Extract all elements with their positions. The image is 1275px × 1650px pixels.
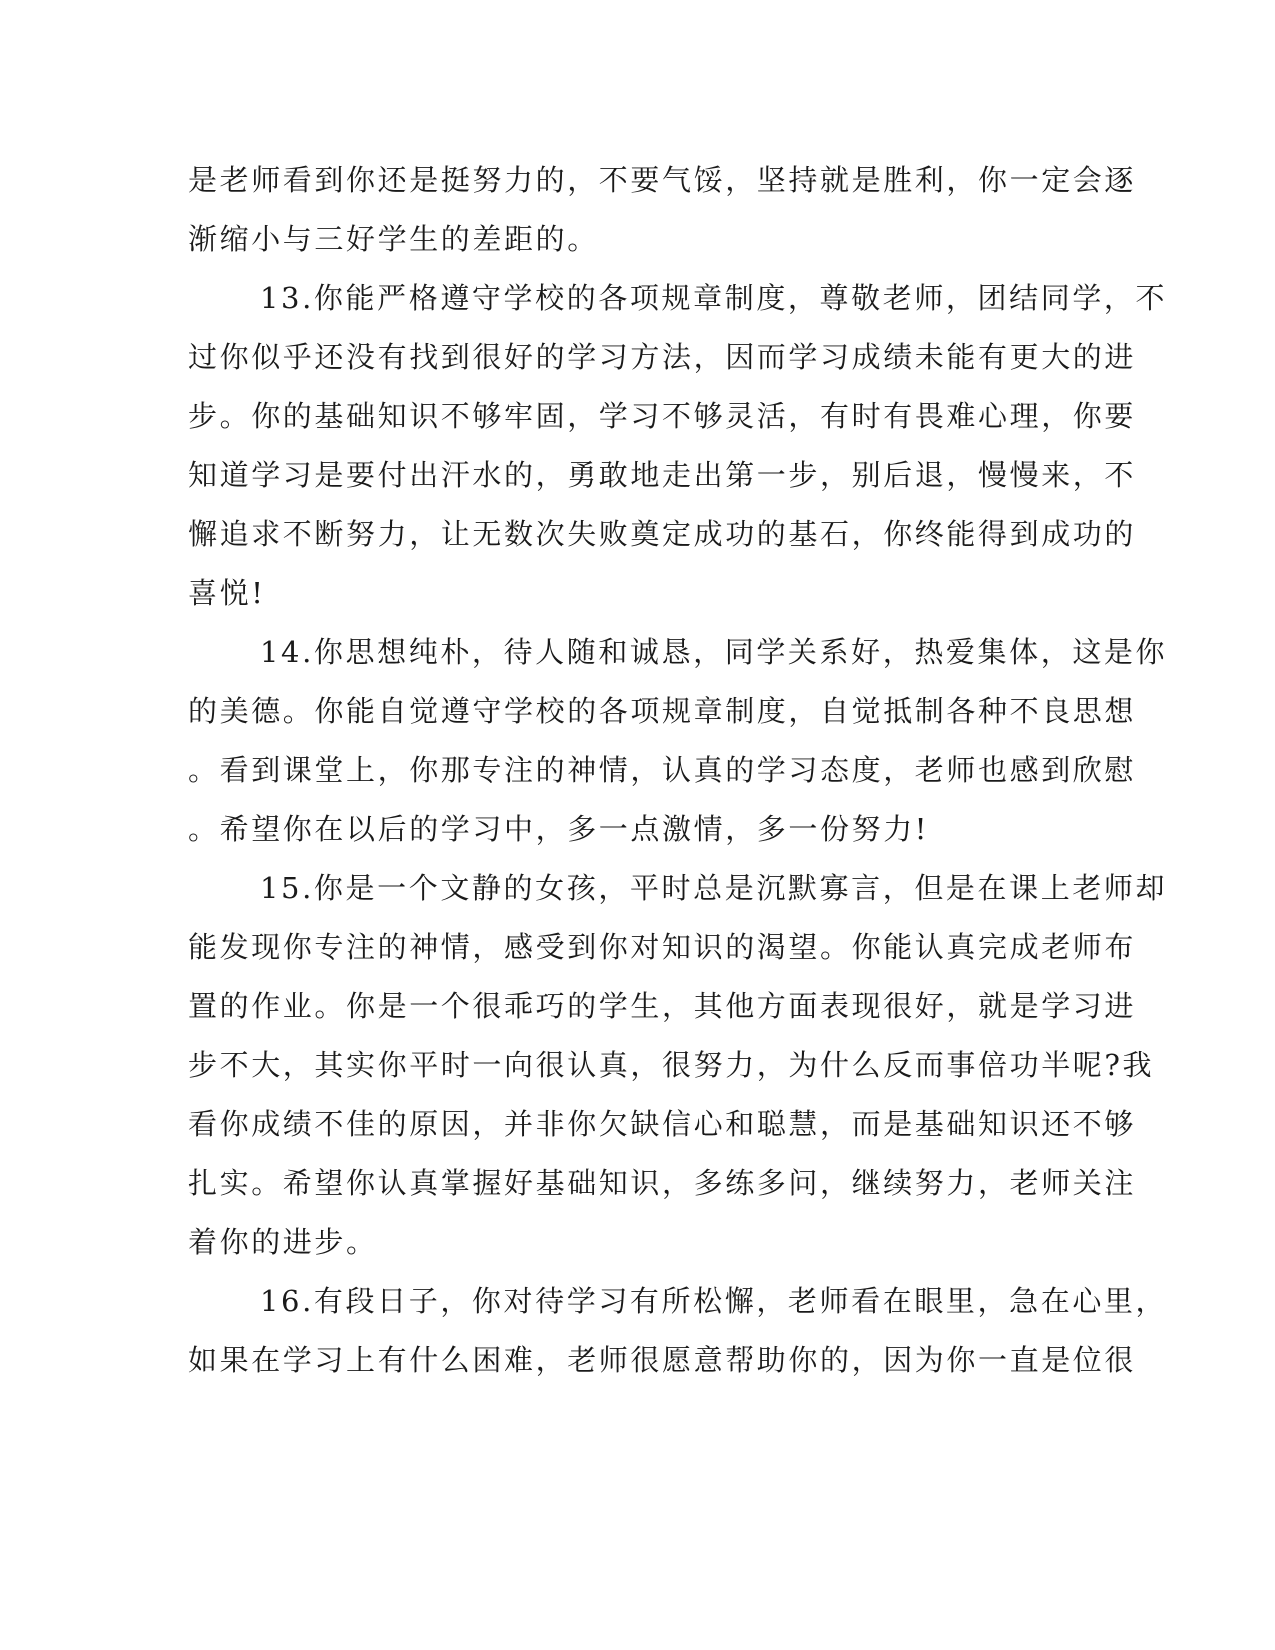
text-line-19: 着你的进步。 <box>188 1225 378 1259</box>
text-line-6: 知道学习是要付出汗水的，勇敢地走出第一步，别后退，慢慢来，不 <box>188 458 1137 492</box>
text-line-14: 能发现你专注的神情，感受到你对知识的渴望。你能认真完成老师布 <box>188 930 1137 964</box>
text-line-15: 置的作业。你是一个很乖巧的学生，其他方面表现很好，就是学习进 <box>188 989 1137 1023</box>
text-line-7: 懈追求不断努力，让无数次失败奠定成功的基石，你终能得到成功的 <box>188 517 1137 551</box>
text-line-21: 如果在学习上有什么困难，老师很愿意帮助你的，因为你一直是位很 <box>188 1343 1137 1377</box>
text-line-1: 是老师看到你还是挺努力的，不要气馁，坚持就是胜利，你一定会逐 <box>188 163 1137 197</box>
text-line-8: 喜悦! <box>188 576 266 610</box>
text-line-16: 步不大，其实你平时一向很认真，很努力，为什么反而事倍功半呢?我 <box>188 1048 1155 1082</box>
text-line-4: 过你似乎还没有找到很好的学习方法，因而学习成绩未能有更大的进 <box>188 340 1137 374</box>
paragraph-15-start: 15.你是一个文静的女孩，平时总是沉默寡言，但是在课上老师却 <box>260 871 1168 905</box>
paragraph-14-start: 14.你思想纯朴，待人随和诚恳，同学关系好，热爱集体，这是你 <box>260 635 1168 669</box>
paragraph-16-start: 16.有段日子，你对待学习有所松懈，老师看在眼里，急在心里， <box>260 1284 1168 1318</box>
text-line-10: 的美德。你能自觉遵守学校的各项规章制度，自觉抵制各种不良思想 <box>188 694 1137 728</box>
text-line-18: 扎实。希望你认真掌握好基础知识，多练多问，继续努力，老师关注 <box>188 1166 1137 1200</box>
text-line-11: 。看到课堂上，你那专注的神情，认真的学习态度，老师也感到欣慰 <box>188 753 1137 787</box>
text-line-5: 步。你的基础知识不够牢固，学习不够灵活，有时有畏难心理，你要 <box>188 399 1137 433</box>
text-line-2: 渐缩小与三好学生的差距的。 <box>188 222 599 256</box>
text-line-17: 看你成绩不佳的原因，并非你欠缺信心和聪慧，而是基础知识还不够 <box>188 1107 1137 1141</box>
paragraph-13-start: 13.你能严格遵守学校的各项规章制度，尊敬老师，团结同学，不 <box>260 281 1168 315</box>
text-line-12: 。希望你在以后的学习中，多一点激情，多一份努力! <box>188 812 930 846</box>
